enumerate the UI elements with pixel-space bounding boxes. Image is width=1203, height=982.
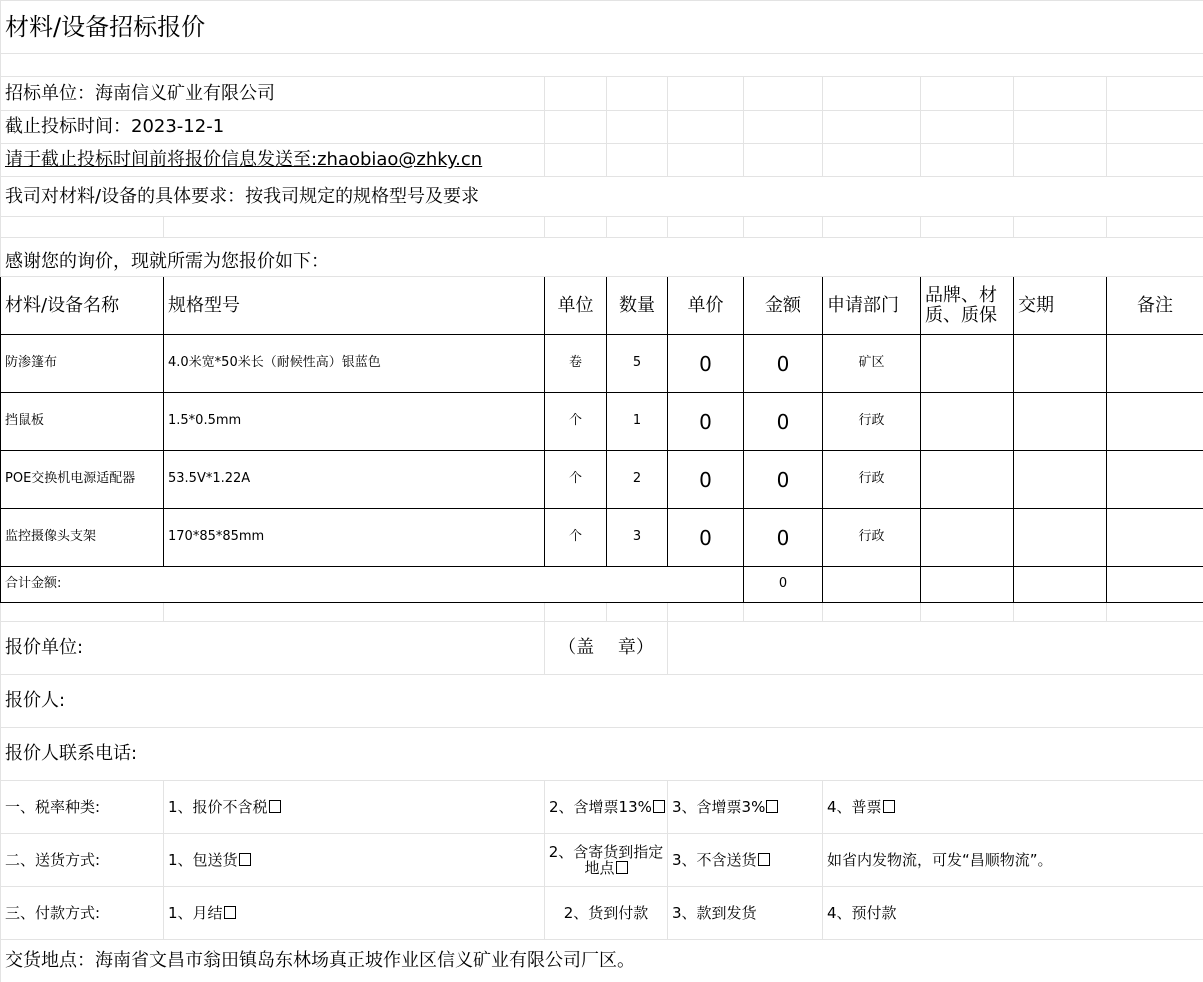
total-label: 合计金额: — [1, 567, 744, 603]
cell-name[interactable]: POE交换机电源适配器 — [1, 451, 164, 509]
cell-brand[interactable] — [921, 393, 1014, 451]
table-header — [1, 277, 1203, 335]
header-unit: 单位 — [545, 277, 607, 335]
shipping-option-3[interactable]: 3、不含送货 — [668, 834, 823, 887]
header-note: 备注 — [1107, 277, 1203, 335]
cell-delivery[interactable] — [1014, 451, 1107, 509]
checkbox-icon[interactable] — [224, 906, 236, 919]
table-row — [1, 451, 1203, 509]
header-delivery: 交期 — [1014, 277, 1107, 335]
cell-delivery[interactable] — [1014, 335, 1107, 393]
delivery-place: 交货地点：海南省文昌市翁田镇岛东林场真正坡作业区信义矿业有限公司厂区。 — [1, 940, 1203, 982]
cell-dept[interactable]: 行政 — [823, 509, 921, 567]
cell-brand[interactable] — [921, 335, 1014, 393]
table-row — [1, 393, 1203, 451]
cell-amount[interactable]: 0 — [744, 335, 823, 393]
cell-brand[interactable] — [921, 451, 1014, 509]
shipping-row — [1, 834, 1203, 887]
cell-delivery[interactable] — [1014, 509, 1107, 567]
cell-amount[interactable]: 0 — [744, 509, 823, 567]
table-row — [1, 335, 1203, 393]
cell-name[interactable]: 监控摄像头支架 — [1, 509, 164, 567]
cell-price[interactable]: 0 — [668, 335, 744, 393]
checkbox-icon[interactable] — [269, 800, 281, 813]
thanks-text: 感谢您的询价，现就所需为您报价如下： — [1, 238, 1203, 277]
seal-label: （盖 章） — [545, 622, 668, 675]
payment-option-2[interactable]: 2、货到付款 — [545, 887, 668, 940]
cell-amount[interactable]: 0 — [744, 451, 823, 509]
checkbox-icon[interactable] — [239, 853, 251, 866]
quote-phone-label: 报价人联系电话: — [1, 728, 1203, 781]
tax-option-3[interactable]: 3、含增票3% — [668, 781, 823, 834]
cell-qty[interactable]: 1 — [607, 393, 668, 451]
header-name: 材料/设备名称 — [1, 277, 164, 335]
cell-dept[interactable]: 行政 — [823, 451, 921, 509]
cell-price[interactable]: 0 — [668, 393, 744, 451]
checkbox-icon[interactable] — [616, 861, 628, 874]
checkbox-icon[interactable] — [766, 800, 778, 813]
cell-name[interactable]: 挡鼠板 — [1, 393, 164, 451]
cell-unit[interactable]: 卷 — [545, 335, 607, 393]
tax-row — [1, 781, 1203, 834]
shipping-note: 如省内发物流，可发“昌顺物流”。 — [823, 834, 1203, 887]
cell-amount[interactable]: 0 — [744, 393, 823, 451]
tax-label: 一、税率种类: — [1, 781, 164, 834]
cell-spec[interactable]: 170*85*85mm — [164, 509, 545, 567]
cell-spec[interactable]: 1.5*0.5mm — [164, 393, 545, 451]
shipping-option-1[interactable]: 1、包送货 — [164, 834, 545, 887]
cell-spec[interactable]: 4.0米宽*50米长（耐候性高）银蓝色 — [164, 335, 545, 393]
checkbox-icon[interactable] — [653, 800, 665, 813]
total-row — [1, 567, 1203, 603]
cell-note[interactable] — [1107, 509, 1203, 567]
header-dept: 申请部门 — [823, 277, 921, 335]
cell-note[interactable] — [1107, 451, 1203, 509]
empty-row — [1, 54, 1203, 77]
cell-note[interactable] — [1107, 335, 1203, 393]
table-row — [1, 509, 1203, 567]
quote-person-label: 报价人: — [1, 675, 1203, 728]
cell-spec[interactable]: 53.5V*1.22A — [164, 451, 545, 509]
checkbox-icon[interactable] — [758, 853, 770, 866]
payment-option-3[interactable]: 3、款到发货 — [668, 887, 823, 940]
bidder-info: 招标单位：海南信义矿业有限公司 — [1, 77, 545, 111]
checkbox-icon[interactable] — [883, 800, 895, 813]
payment-option-4[interactable]: 4、预付款 — [823, 887, 1203, 940]
cell-brand[interactable] — [921, 509, 1014, 567]
email-link[interactable]: 请于截止投标时间前将报价信息发送至:zhaobiao@zhky.cn — [1, 144, 545, 177]
header-price: 单价 — [668, 277, 744, 335]
page-title: 材料/设备招标报价 — [1, 1, 1203, 54]
payment-row — [1, 887, 1203, 940]
header-brand: 品牌、材质、质保 — [921, 277, 1014, 335]
cell-unit[interactable]: 个 — [545, 451, 607, 509]
header-spec: 规格型号 — [164, 277, 545, 335]
header-qty: 数量 — [607, 277, 668, 335]
cell-dept[interactable]: 矿区 — [823, 335, 921, 393]
shipping-label: 二、送货方式: — [1, 834, 164, 887]
cell-unit[interactable]: 个 — [545, 509, 607, 567]
tax-option-2[interactable]: 2、含增票13% — [545, 781, 668, 834]
tax-option-4[interactable]: 4、普票 — [823, 781, 1203, 834]
cell-qty[interactable]: 5 — [607, 335, 668, 393]
payment-label: 三、付款方式: — [1, 887, 164, 940]
requirement-info: 我司对材料/设备的具体要求：按我司规定的规格型号及要求 — [1, 177, 1203, 217]
cell-qty[interactable]: 3 — [607, 509, 668, 567]
header-amount: 金额 — [744, 277, 823, 335]
cell-note[interactable] — [1107, 393, 1203, 451]
deadline-info: 截止投标时间：2023-12-1 — [1, 111, 545, 144]
cell-price[interactable]: 0 — [668, 509, 744, 567]
tax-option-1[interactable]: 1、报价不含税 — [164, 781, 545, 834]
total-amount[interactable]: 0 — [744, 567, 823, 603]
cell-name[interactable]: 防渗篷布 — [1, 335, 164, 393]
cell-unit[interactable]: 个 — [545, 393, 607, 451]
cell-price[interactable]: 0 — [668, 451, 744, 509]
shipping-option-2[interactable]: 2、含寄货到指定地点 — [545, 834, 668, 887]
quote-unit-label: 报价单位: — [1, 622, 545, 675]
cell-dept[interactable]: 行政 — [823, 393, 921, 451]
payment-option-1[interactable]: 1、月结 — [164, 887, 545, 940]
cell-qty[interactable]: 2 — [607, 451, 668, 509]
cell-delivery[interactable] — [1014, 393, 1107, 451]
